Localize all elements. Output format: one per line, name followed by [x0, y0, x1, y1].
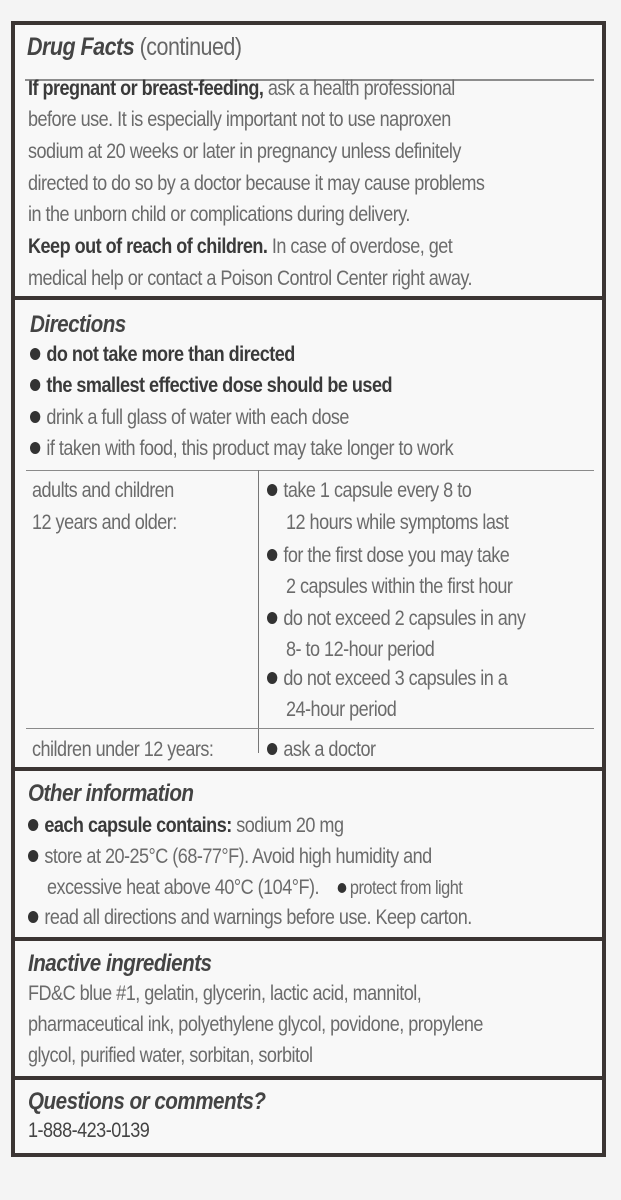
inactive-ingredients-title: Inactive ingredients	[28, 950, 212, 977]
directions-bullet-2	[30, 374, 392, 398]
dose-instruction-1-cont: 12 hours while symptoms last	[286, 511, 509, 534]
table-top-rule	[26, 470, 594, 471]
title-suffix: (continued)	[139, 33, 242, 61]
other-information-title: Other information	[28, 780, 194, 807]
dose-instruction-children	[267, 738, 376, 762]
pregnancy-warning-bold: If pregnant or breast-feeding,	[28, 77, 264, 100]
directions-bullet-1	[30, 343, 295, 367]
instruction-text: take 1 capsule every 8 to	[283, 479, 472, 502]
inactive-ingredients-line-2: pharmaceutical ink, polyethylene glycol, povidone, propylene	[28, 1013, 483, 1036]
other-info-capsule	[28, 814, 343, 838]
section-divider	[15, 937, 602, 941]
instruction-text: for the first dose you may take	[283, 544, 510, 567]
dose-instruction-3	[267, 607, 525, 631]
section-divider	[15, 767, 602, 771]
pregnancy-warning-line-4: directed to do so by a doctor because it may cause problems	[28, 172, 485, 195]
bullet-icon	[30, 379, 40, 391]
drug-facts-panel	[11, 21, 606, 1157]
dose-instruction-3-cont: 8- to 12-hour period	[286, 638, 435, 661]
protect-text: protect from light	[349, 878, 463, 899]
other-info-storage-line-1	[28, 845, 432, 869]
instruction-text: do not exceed 3 capsules in a	[283, 667, 508, 690]
table-column-divider	[258, 470, 259, 753]
dose-instruction-1	[267, 479, 471, 503]
questions-phone[interactable]: 1-888-423-0139	[28, 1119, 150, 1142]
drug-facts-title	[27, 33, 242, 62]
bullet-icon	[267, 612, 277, 624]
dose-instruction-2-cont: 2 capsules within the first hour	[286, 575, 513, 598]
dose-instruction-4	[267, 667, 507, 691]
pregnancy-warning-line-1	[28, 77, 455, 101]
bullet-text: drink a full glass of water with each dose	[46, 406, 349, 429]
inactive-ingredients-line-3: glycol, purified water, sorbitan, sorbitol	[28, 1044, 313, 1067]
section-divider	[15, 1076, 602, 1080]
capsule-value: sodium 20 mg	[231, 814, 344, 837]
bullet-text: the smallest effective dose should be used	[46, 374, 393, 397]
instruction-text: ask a doctor	[283, 738, 376, 761]
pregnancy-warning-line-3: sodium at 20 weeks or later in pregnancy unless definitely	[28, 140, 461, 163]
table-group-children-under-12: children under 12 years:	[32, 738, 214, 761]
inactive-ingredients-line-1: FD&C blue #1, gelatin, glycerin, lactic acid, mannitol,	[28, 982, 422, 1005]
table-group-adults-line-1: adults and children	[32, 479, 174, 502]
dose-instruction-4-cont: 24-hour period	[286, 698, 397, 721]
read-text: read all directions and warnings before use. Keep carton.	[44, 906, 472, 929]
table-group-adults-line-2: 12 years and older:	[32, 511, 177, 534]
children-warning-line-1	[28, 235, 452, 259]
section-divider	[15, 296, 602, 300]
directions-bullet-3	[30, 406, 349, 430]
bullet-icon	[267, 549, 277, 561]
questions-title: Questions or comments?	[28, 1088, 266, 1115]
bullet-icon	[30, 442, 40, 454]
children-warning-bold: Keep out of reach of children.	[28, 235, 268, 258]
pregnancy-warning-text: ask a health professional	[263, 77, 455, 100]
children-warning-line-2: medical help or contact a Poison Control Center right away.	[28, 267, 473, 290]
bullet-icon	[28, 911, 38, 923]
bullet-text: do not take more than directed	[46, 343, 295, 366]
bullet-icon	[28, 850, 38, 862]
bullet-icon	[28, 819, 38, 831]
title-text: Drug Facts	[27, 33, 135, 61]
directions-bullet-4	[30, 437, 453, 461]
bullet-icon	[267, 743, 277, 755]
other-info-storage-line-2	[47, 876, 462, 900]
bullet-icon	[30, 411, 40, 423]
children-warning-text: In case of overdose, get	[267, 235, 453, 258]
other-info-read	[28, 906, 472, 930]
bullet-icon	[338, 883, 347, 893]
bullet-icon	[267, 484, 277, 496]
instruction-text: do not exceed 2 capsules in any	[283, 607, 526, 630]
table-row-rule	[26, 728, 594, 729]
bullet-text: if taken with food, this product may take longer to work	[46, 437, 454, 460]
dose-instruction-2	[267, 544, 509, 568]
directions-title: Directions	[30, 311, 126, 338]
pregnancy-warning-line-5: in the unborn child or complications during delivery.	[28, 203, 410, 226]
storage-text-cont: excessive heat above 40°C (104°F).	[47, 876, 319, 899]
bullet-icon	[267, 672, 277, 684]
storage-text: store at 20-25°C (68-77°F). Avoid high humidity and	[44, 845, 432, 868]
pregnancy-warning-line-2: before use. It is especially important not to use naproxen	[28, 108, 451, 131]
bullet-icon	[30, 348, 40, 360]
capsule-label: each capsule contains:	[44, 814, 232, 837]
